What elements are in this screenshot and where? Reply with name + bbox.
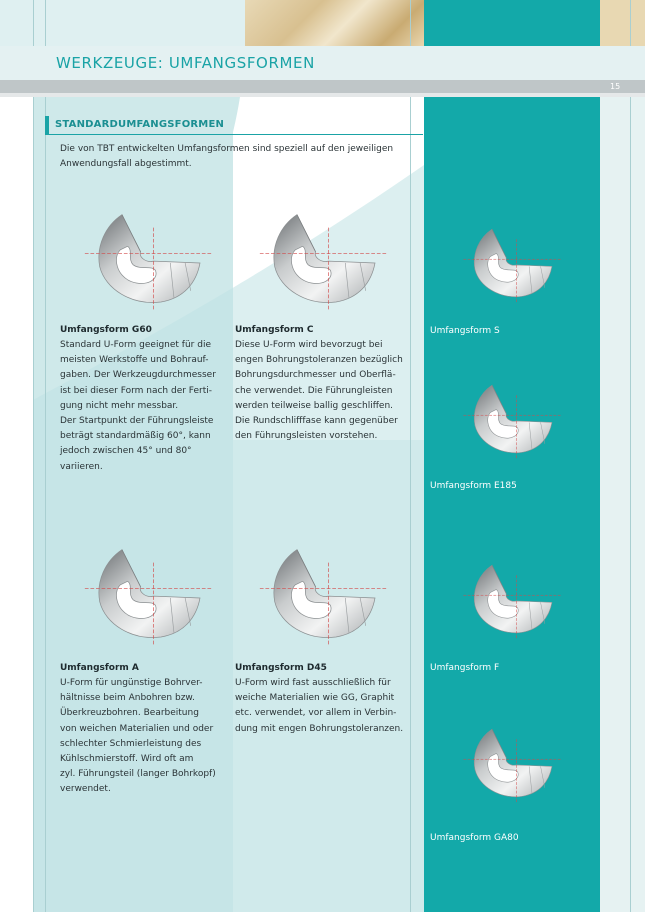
- caption-a: [60, 661, 240, 798]
- caption-title: Umfangsform G60: [60, 325, 152, 335]
- guide-line: [33, 0, 34, 912]
- caption-line: U-Form wird fast ausschließlich für: [235, 678, 391, 688]
- caption-line: U-Form für ungünstige Bohrver-: [60, 678, 203, 688]
- caption-c: [235, 323, 415, 444]
- caption-line: Kühlschmierstoff. Wird oft am: [60, 754, 194, 765]
- page-number: 15: [610, 82, 621, 91]
- caption-line: den Führungsleisten vorstehen.: [235, 431, 378, 442]
- caption-line: ist bei dieser Form nach der Ferti-: [60, 385, 213, 396]
- caption-line: Der Startpunkt der Führungsleiste: [60, 416, 214, 427]
- intro-line: Anwendungsfall abgestimmt.: [60, 159, 192, 169]
- caption-line: gaben. Der Werkzeugdurchmesser: [60, 370, 216, 381]
- intro-text: [60, 142, 405, 172]
- caption-line: che verwendet. Die Führungleisten: [235, 385, 393, 396]
- tool-image-g60: [83, 205, 213, 320]
- guide-line: [410, 0, 411, 912]
- caption-line: Bohrungsdurchmesser und Oberflä-: [235, 370, 396, 381]
- caption-line: dung mit engen Bohrungstoleranzen.: [235, 723, 404, 734]
- caption-d45: [235, 661, 415, 737]
- caption-line: beträgt standardmäßig 60°, kann: [60, 431, 211, 442]
- tool-image-d45: [258, 540, 388, 655]
- label-form-s: Umfangsform S: [430, 326, 500, 336]
- header-rule-light: [0, 93, 645, 97]
- section-title: STANDARDUMFANGSFORMEN: [55, 119, 225, 130]
- caption-line: werden teilweise ballig geschliffen.: [235, 400, 394, 411]
- caption-line: gung nicht mehr messbar.: [60, 400, 179, 411]
- tool-image-a: [83, 540, 213, 655]
- caption-line: zyl. Führungsteil (langer Bohrkopf): [60, 769, 216, 780]
- section-rule: [45, 134, 423, 135]
- caption-line: Überkreuzbohren. Bearbeitung: [60, 708, 199, 719]
- label-form-ga80: Umfangsform GA80: [430, 833, 519, 843]
- tool-image-c: [258, 205, 388, 320]
- page-title: WERKZEUGE: UMFANGSFORMEN: [56, 54, 315, 72]
- caption-g60: [60, 323, 240, 475]
- header-rule: [0, 80, 645, 93]
- tool-image-e185: [462, 378, 562, 466]
- caption-line: engen Bohrungstoleranzen bezüglich: [235, 355, 403, 366]
- caption-line: variieren.: [60, 461, 103, 472]
- guide-line: [45, 0, 46, 912]
- label-form-e185: Umfangsform E185: [430, 481, 517, 491]
- caption-line: etc. verwendet, vor allem in Verbin-: [235, 708, 397, 719]
- caption-line: meisten Werkstoffe und Bohrauf-: [60, 355, 209, 366]
- caption-line: Die Rundschlifffase kann gegenüber: [235, 416, 398, 427]
- caption-line: jedoch zwischen 45° und 80°: [60, 446, 192, 457]
- caption-line: weiche Materialien wie GG, Graphit: [235, 693, 395, 704]
- caption-line: schlechter Schmierleistung des: [60, 738, 202, 749]
- label-form-f: Umfangsform F: [430, 663, 500, 673]
- caption-title: Umfangsform C: [235, 325, 314, 335]
- tool-image-f: [462, 558, 562, 646]
- tool-image-s: [462, 222, 562, 310]
- caption-line: hältnisse beim Anbohren bzw.: [60, 693, 195, 704]
- caption-line: Diese U-Form wird bevorzugt bei: [235, 340, 383, 350]
- caption-title: Umfangsform D45: [235, 663, 327, 673]
- caption-title: Umfangsform A: [60, 663, 139, 673]
- guide-line: [630, 0, 631, 912]
- caption-line: von weichen Materialien und oder: [60, 723, 214, 734]
- tool-image-ga80: [462, 722, 562, 810]
- intro-line: Die von TBT entwickelten Umfangsformen sind speziell auf den jeweiligen: [60, 144, 394, 154]
- caption-line: verwendet.: [60, 784, 111, 795]
- caption-line: Standard U-Form geeignet für die: [60, 340, 211, 350]
- section-marker: [45, 116, 49, 134]
